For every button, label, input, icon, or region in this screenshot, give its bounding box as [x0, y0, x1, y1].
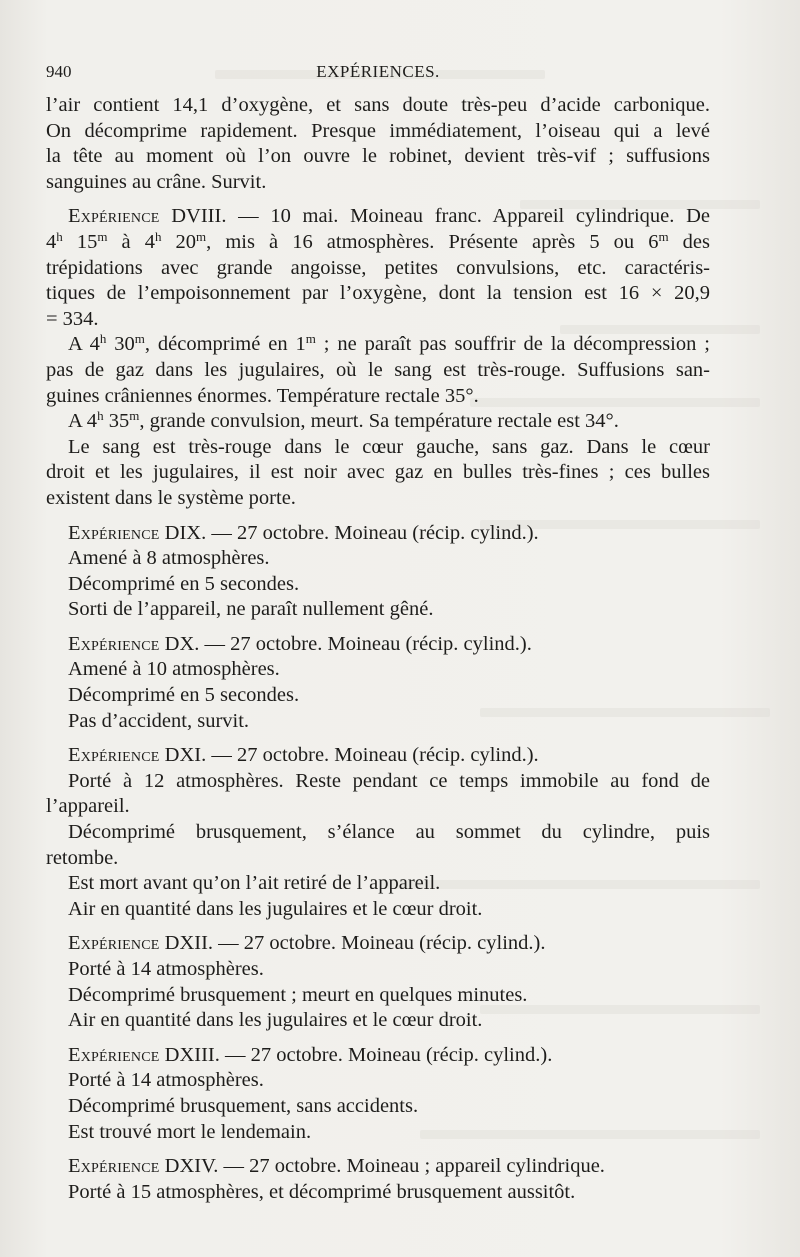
- text-line: Air en quantité dans les jugulaires et le cœur droit.: [68, 897, 483, 920]
- experiment-label: Expérience: [68, 744, 160, 767]
- experiment-label: Expérience: [68, 1155, 160, 1178]
- experiment-dxii-heading: Expérience DXII. — 27 octobre. Moineau (récip. cylind.).: [68, 932, 546, 955]
- text-line: existent dans le système porte.: [46, 486, 296, 509]
- text-line: Porté à 12 atmosphères. Reste pendant ce temps immobile au fond de: [68, 769, 710, 792]
- experiment-label: Expérience: [68, 521, 160, 544]
- text-line: tiques de l’empoisonnement par l’oxygène, dont la tension est 16 × 20,9: [46, 282, 710, 305]
- text-line: Décomprimé brusquement ; meurt en quelques minutes.: [68, 983, 528, 1006]
- text-line: Porté à 14 atmosphères.: [68, 1069, 264, 1092]
- text-line: On décomprime rapidement. Presque immédiatement, l’oiseau qui a levé: [46, 119, 710, 142]
- text-line: = 334.: [46, 307, 99, 330]
- text-line: Pas d’accident, survit.: [68, 709, 250, 732]
- text-line: Porté à 15 atmosphères, et décomprimé brusquement aussitôt.: [68, 1180, 576, 1203]
- experiment-label: Expérience: [68, 205, 160, 228]
- text-line: Décomprimé en 5 secondes.: [68, 572, 300, 595]
- text-line: pas de gaz dans les jugulaires, où le sang est très-rouge. Suffusions san-: [46, 358, 710, 381]
- experiment-label: Expérience: [68, 932, 160, 955]
- experiment-dxiii-heading: Expérience DXIII. — 27 octobre. Moineau (récip. cylind.).: [68, 1043, 553, 1066]
- text-line: l’air contient 14,1 d’oxygène, et sans doute très-peu d’acide carbonique.: [46, 94, 710, 116]
- text-line: Air en quantité dans les jugulaires et le cœur droit.: [68, 1009, 483, 1032]
- text-line: guines crâniennes énormes. Température rectale 35°.: [46, 384, 479, 407]
- body-text: [46, 93, 710, 1205]
- experiment-dxi-heading: Expérience DXI. — 27 octobre. Moineau (récip. cylind.).: [68, 744, 539, 767]
- text-line: retombe.: [46, 846, 119, 869]
- text-line: sanguines au crâne. Survit.: [46, 170, 267, 193]
- experiment-dxiv-heading: Expérience DXIV. — 27 octobre. Moineau ; appareil cylindrique.: [68, 1155, 605, 1178]
- experiment-label: Expérience: [68, 632, 160, 655]
- text-line: Est mort avant qu’on l’ait retiré de l’appareil.: [68, 872, 441, 895]
- text-line: trépidations avec grande angoisse, petites convulsions, etc. caractéris-: [46, 256, 710, 279]
- text-line: Porté à 14 atmosphères.: [68, 958, 264, 980]
- page-number: 940: [46, 62, 72, 81]
- text-line: A 4$^h$ 30$^m$, décomprimé en 1$^m$ ; ne paraît pas souffrir de la décompression ;: [68, 331, 710, 356]
- text-line: 4$^h$ 15$^m$ à 4$^h$ 20$^m$, mis à 16 atmosphères. Présente après 5 ou 6$^m$ des: [46, 228, 710, 253]
- text-line: Amené à 8 atmosphères.: [68, 547, 270, 570]
- experiment-dx-heading: Expérience DX. — 27 octobre. Moineau (récip. cylind.).: [68, 632, 532, 655]
- page-header: [46, 62, 710, 86]
- text-line: Sorti de l’appareil, ne paraît nullement gêné.: [68, 598, 434, 621]
- text-line: l’appareil.: [46, 795, 130, 818]
- experiment-dix-heading: Expérience DIX. — 27 octobre. Moineau (récip. cylind.).: [68, 521, 539, 544]
- text-line: droit et les jugulaires, il est noir avec gaz en bulles très-fines ; ces bulles: [46, 461, 710, 484]
- text-line: Décomprimé en 5 secondes.: [68, 684, 300, 707]
- text-line: A 4$^h$ 35$^m$, grande convulsion, meurt. Sa température rectale est 34°.: [68, 407, 619, 433]
- text-line: Le sang est très-rouge dans le cœur gauche, sans gaz. Dans le cœur: [68, 435, 710, 458]
- experiment-label: Expérience: [68, 1043, 160, 1066]
- text-line: Est trouvé mort le lendemain.: [68, 1120, 312, 1143]
- experiment-dviii-heading: Expérience DVIII. — 10 mai. Moineau franc. Appareil cylindrique. De: [68, 205, 710, 228]
- running-title: EXPÉRIENCES.: [316, 62, 440, 81]
- text-line: la tête au moment où l’on ouvre le robinet, devient très-vif ; suffusions: [46, 145, 710, 168]
- text-line: Amené à 10 atmosphères.: [68, 658, 280, 681]
- text-line: Décomprimé brusquement, s’élance au sommet du cylindre, puis: [68, 821, 710, 844]
- text-line: Décomprimé brusquement, sans accidents.: [68, 1094, 419, 1117]
